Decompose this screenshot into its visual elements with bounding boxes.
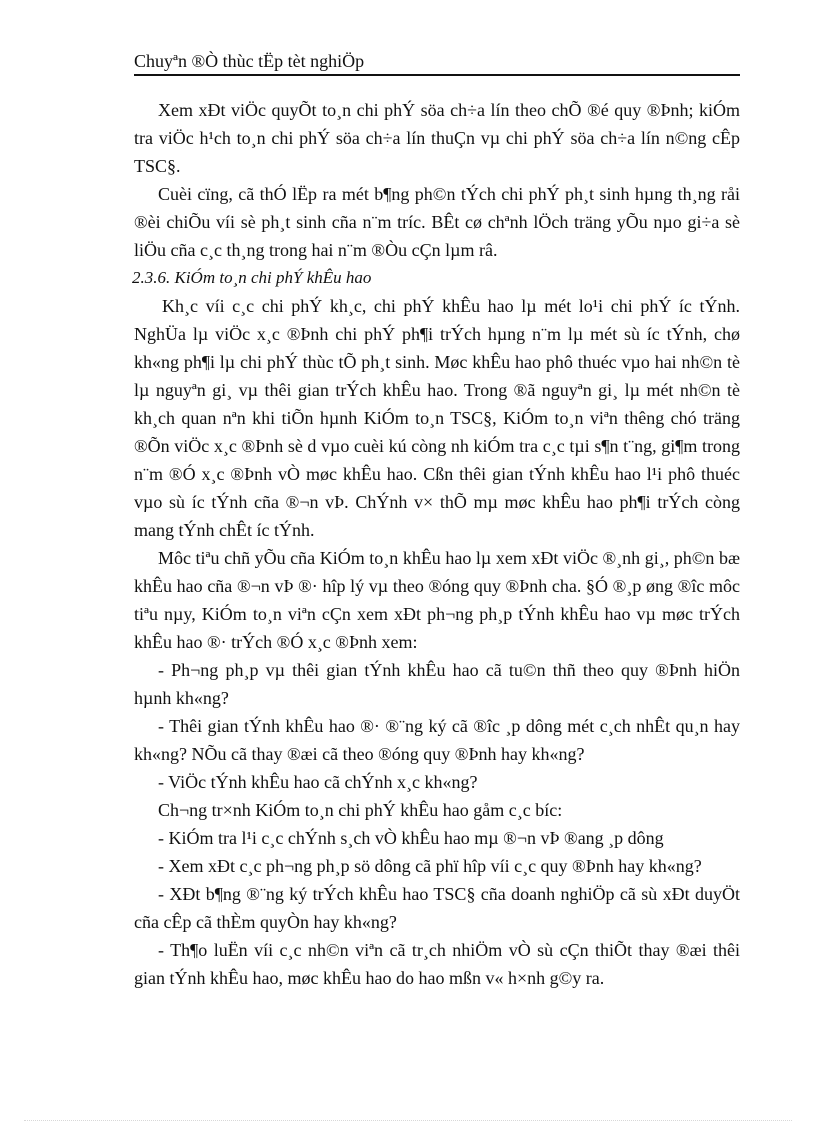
list-item: - Thêi gian tÝnh khÊu hao ®· ®¨ng ký cã ®îc ¸p dông mét c¸ch nhÊt qu¸n hay kh«ng? NÕu cã thay ®æi cã theo ®óng quy ®Þnh hay kh«ng? [134,716,740,764]
body-text [134,96,740,992]
running-header [134,50,740,76]
paragraph: Kh¸c víi c¸c chi phÝ kh¸c, chi phÝ khÊu hao lµ mét lo¹i chi phÝ íc tÝnh. NghÜa lµ viÖc x¸c ®Þnh chi phÝ ph¶i trÝch hµng n¨m lµ mét sù íc tÝnh, chø kh«ng ph¶i lµ chi phÝ thùc tÕ ph¸t sinh. Møc khÊu hao phô thuéc vµo hai nh©n tè lµ nguyªn gi¸ vµ thêi gian trÝch khÊu hao. Trong ®ã nguyªn gi¸ lµ mét nh©n tè kh¸ch quan nªn khi tiÕn hµnh KiÓm to¸n TSC§, KiÓm to¸n viªn thêng chó träng ®Õn viÖc x¸c ®Þnh sè d vµo cuèi kú còng nh kiÓm tra c¸c tµi s¶n t¨ng, gi¶m trong n¨m ®Ó x¸c ®Þnh vÒ møc khÊu hao. Cßn thêi gian tÝnh khÊu hao l¹i phô thuéc vµo sù íc tÝnh cña ®¬n vÞ. ChÝnh v× thÕ mµ møc khÊu hao ph¶i trÝch còng mang tÝnh chÊt íc tÝnh. [134,296,740,540]
header-title: Chuyªn ®Ò thùc tËp tèt nghiÖp [134,51,365,71]
paragraph: Ch¬ng tr×nh KiÓm to¸n chi phÝ khÊu hao gåm c¸c bíc: [158,800,563,820]
list-item: - XÐt b¶ng ®¨ng ký trÝch khÊu hao TSC§ cña doanh nghiÖp cã sù xÐt duyÖt cña cÊp cã thÈm quyÒn hay kh«ng? [134,884,740,932]
list-item: - Ph¬ng ph¸p vµ thêi gian tÝnh khÊu hao cã tu©n thñ theo quy ®Þnh hiÖn hµnh kh«ng? [134,660,740,708]
paragraph: Xem xÐt viÖc quyÕt to¸n chi phÝ söa ch÷a lín theo chÕ ®é quy ®Þnh; kiÓm tra viÖc h¹ch to¸n chi phÝ söa ch÷a lín thuÇn vµ chi phÝ söa ch÷a lín n©ng cÊp TSC§. [134,100,740,176]
list-item: - KiÓm tra l¹i c¸c chÝnh s¸ch vÒ khÊu hao mµ ®¬n vÞ ®ang ¸p dông [158,828,664,848]
list-item: - Xem xÐt c¸c ph¬ng ph¸p sö dông cã phï hîp víi c¸c quy ®Þnh hay kh«ng? [158,856,702,876]
paragraph: Cuèi cïng, cã thÓ lËp ra mét b¶ng ph©n tÝch chi phÝ ph¸t sinh hµng th¸ng råi ®èi chiÕu víi sè ph¸t sinh cña n¨m tríc. BÊt cø chªnh lÖch träng yÕu nµo gi÷a sè liÖu cña c¸c th¸ng trong hai n¨m ®Òu cÇn lµm râ. [134,184,740,260]
paragraph: Môc tiªu chñ yÕu cña KiÓm to¸n khÊu hao lµ xem xÐt viÖc ®¸nh gi¸, ph©n bæ khÊu hao cña ®¬n vÞ ®· hîp lý vµ theo ®óng quy ®Þnh cha. §Ó ®¸p øng ®îc môc tiªu nµy, KiÓm to¸n viªn cÇn xem xÐt ph¬ng ph¸p tÝnh khÊu hao vµ møc trÝch khÊu hao ®· trÝch ®Ó x¸c ®Þnh xem: [134,548,740,652]
list-item: - Th¶o luËn víi c¸c nh©n viªn cã tr¸ch nhiÖm vÒ sù cÇn thiÕt thay ®æi thêi gian tÝnh khÊu hao, møc khÊu hao do hao mßn v« h×nh g©y ra. [134,940,740,988]
section-heading: 2.3.6. KiÓm to¸n chi phÝ khÊu hao [132,268,372,287]
page-bottom-divider [24,1120,792,1121]
list-item: - ViÖc tÝnh khÊu hao cã chÝnh x¸c kh«ng? [158,772,478,792]
